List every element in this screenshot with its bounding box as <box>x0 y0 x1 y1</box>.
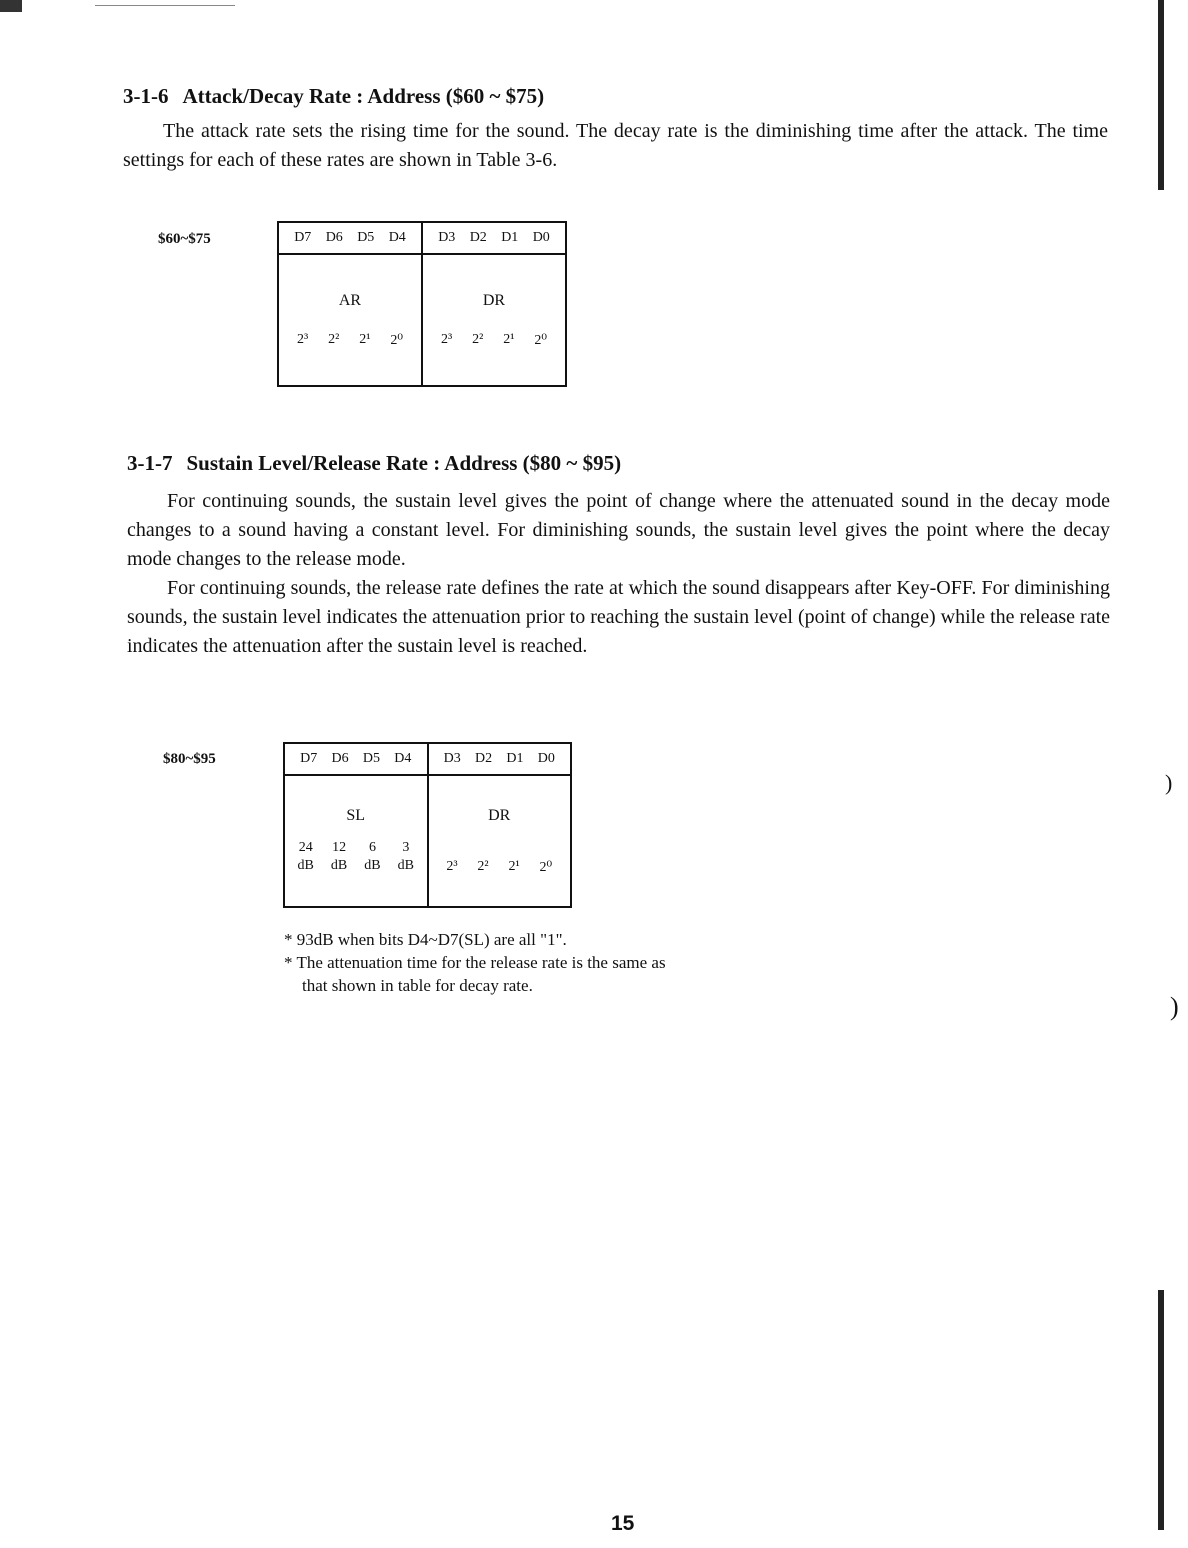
field-name-dr: DR <box>482 291 506 309</box>
bit-label: D4 <box>394 751 412 766</box>
bit-weight: 2¹ <box>508 858 520 874</box>
bit-label: D6 <box>325 230 343 245</box>
bit-weights-right <box>423 332 565 349</box>
bit-label: D6 <box>331 751 349 766</box>
sl-unit: dB <box>330 858 348 873</box>
bit-weights-left <box>279 332 421 349</box>
bit-weight: 2⁰ <box>534 332 548 348</box>
bit-weight: 2¹ <box>503 331 515 347</box>
bit-weight: 2³ <box>296 331 309 347</box>
bit-labels-left <box>285 751 427 767</box>
bit-label: D3 <box>438 230 456 245</box>
scan-line <box>95 5 235 6</box>
note-continuation: that shown in table for decay rate. <box>302 976 533 995</box>
register-address: $80~$95 <box>163 751 216 767</box>
register-table-sl-dr <box>283 742 572 908</box>
note: * 93dB when bits D4~D7(SL) are all "1". <box>284 930 567 949</box>
page-number: 15 <box>611 1512 635 1535</box>
section-number: 3-1-6 <box>123 84 169 108</box>
bit-weights-right <box>429 859 571 876</box>
table-notes <box>284 928 666 997</box>
bit-label: D1 <box>501 230 519 245</box>
sl-unit: dB <box>364 858 381 873</box>
register-table-ar-dr <box>277 221 567 387</box>
section-number: 3-1-7 <box>127 451 173 475</box>
bit-label: D1 <box>506 751 524 766</box>
section-title: Sustain Level/Release Rate : Address ($80 ~ $95) <box>186 451 622 475</box>
scan-edge-mark <box>1158 1290 1164 1530</box>
bit-label: D2 <box>469 230 487 245</box>
bit-weight: 2² <box>477 858 489 874</box>
bit-label: D7 <box>294 230 312 245</box>
bit-label: D2 <box>475 751 493 766</box>
bit-label: D0 <box>532 230 550 245</box>
bit-weight: 2³ <box>446 858 458 874</box>
paragraph-text: For continuing sounds, the sustain level gives the point of change where the attenuated sound in the decay mode changes to a sound having a constant level. For diminishing sounds, the sustain level gives the point where the decay mode changes to the release mode. <box>127 490 1110 570</box>
section-title: Attack/Decay Rate : Address ($60 ~ $75) <box>182 84 545 108</box>
section-heading-3-1-6 <box>123 84 544 109</box>
paragraph-text: For continuing sounds, the release rate defines the rate at which the sound disappears after Key-OFF. For diminishing sounds, the sustain level indicates the attenuation prior to reaching the sustain level (point of change) while the release rate indicates the attenuation after the sustain level is reached. <box>127 577 1111 657</box>
field-name-dr: DR <box>488 806 511 824</box>
bit-labels-left <box>279 230 421 246</box>
bit-label: D5 <box>357 230 375 245</box>
bit-label: D3 <box>443 751 461 766</box>
scan-corner-mark <box>0 0 22 12</box>
scan-margin-mark: ) <box>1170 992 1179 1021</box>
paragraph-text: The attack rate sets the rising time for the sound. The decay rate is the diminishing time after the attack. The time settings for each of these rates are shown in Table 3-6. <box>123 120 1108 171</box>
sl-unit: dB <box>297 858 314 873</box>
bit-weight: 2³ <box>440 331 453 347</box>
sl-unit: dB <box>397 858 414 873</box>
bit-weight: 2² <box>472 331 484 347</box>
sl-value: 3 <box>402 840 410 855</box>
section-paragraphs <box>127 487 1110 661</box>
bit-weight: 2⁰ <box>390 332 404 348</box>
bit-labels-right <box>423 230 565 246</box>
sl-value: 24 <box>298 840 313 855</box>
bit-label: D7 <box>300 751 318 766</box>
bit-label: D4 <box>388 230 406 245</box>
bit-weight: 2² <box>328 331 340 347</box>
bit-label: D0 <box>537 751 555 766</box>
scan-edge-mark <box>1158 0 1164 190</box>
sl-value: 12 <box>332 840 347 855</box>
scan-margin-mark: ) <box>1165 770 1173 795</box>
bit-weight: 2¹ <box>359 331 371 347</box>
section-heading-3-1-7 <box>127 451 621 476</box>
bit-label: D5 <box>362 751 380 766</box>
note: * The attenuation time for the release rate is the same as <box>284 953 666 972</box>
register-address: $60~$75 <box>158 231 211 247</box>
field-name-ar: AR <box>338 291 362 309</box>
bit-labels-right <box>429 751 571 767</box>
bit-weight: 2⁰ <box>539 859 553 875</box>
field-name-sl: SL <box>346 807 366 824</box>
section-paragraph <box>123 117 1108 175</box>
sl-attenuation-values <box>285 839 427 875</box>
sl-value: 6 <box>368 840 376 855</box>
